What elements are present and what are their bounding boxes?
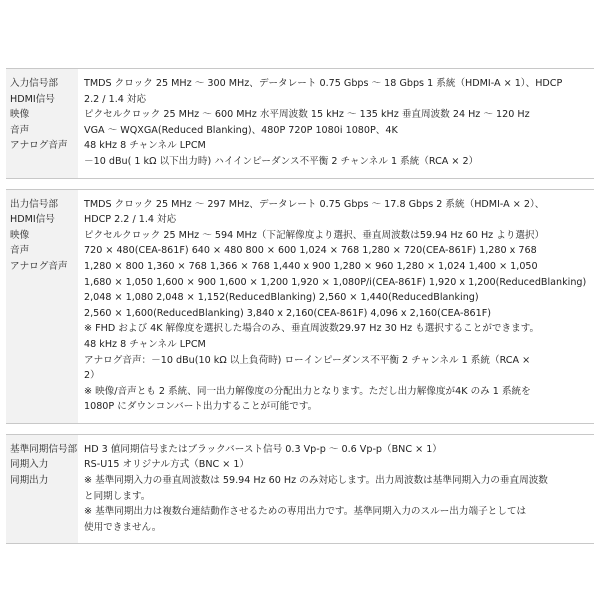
spec-value-line: 1080P にダウンコンバート出力することが可能です。 bbox=[84, 401, 318, 413]
spec-section-values bbox=[78, 434, 594, 544]
spec-value-line: 2.2 / 1.4 対応 bbox=[84, 93, 147, 105]
spec-table-body bbox=[6, 69, 594, 544]
section-spacer bbox=[6, 423, 594, 434]
spec-value-line: RS-U15 オリジナル方式（BNC × 1） bbox=[84, 459, 250, 471]
spec-label: HDMI信号 bbox=[10, 214, 55, 226]
spec-value-line: 48 kHz 8 チャンネル LPCM bbox=[84, 338, 206, 350]
spec-value-line: 2,048 × 1,080 2,048 × 1,152(ReducedBlanking) 2,560 × 1,440(ReducedBlanking) bbox=[84, 292, 479, 304]
spec-value-line: VGA ～ WQXGA(Reduced Blanking)、480P 720P 1080i 1080P、4K bbox=[84, 124, 398, 136]
spec-value-line: と同期します。 bbox=[84, 490, 151, 502]
spec-section-row bbox=[6, 434, 594, 544]
spec-section-labels bbox=[6, 189, 78, 423]
spec-label: アナログ音声 bbox=[10, 140, 68, 152]
spec-value-line: 1,680 × 1,050 1,600 × 900 1,600 × 1,200 1,920 × 1,080P/i(CEA-861F) 1,920 x 1,200(ReducedBlanking) bbox=[84, 276, 587, 288]
spec-label: アナログ音声 bbox=[10, 260, 68, 272]
spec-value-line: HDCP 2.2 / 1.4 対応 bbox=[84, 214, 177, 226]
spec-table bbox=[6, 68, 594, 544]
section-spacer bbox=[6, 178, 594, 189]
spec-value-line: TMDS クロック 25 MHz ～ 300 MHz、データレート 0.75 Gbps ～ 18 Gbps 1 系統（HDMI-A × 1）、HDCP bbox=[84, 78, 563, 89]
spec-label: 同期出力 bbox=[10, 475, 49, 487]
spec-section-labels bbox=[6, 434, 78, 544]
spec-value-line: －10 dBu( 1 kΩ 以下出力時) ハイインピーダンス不平衡 2 チャンネル 1 系統（RCA × 2） bbox=[84, 155, 479, 167]
spec-value-line: アナログ音声：－10 dBu(10 kΩ 以上負荷時) ローインピーダンス不平衡 2 チャンネル 1 系統（RCA × bbox=[84, 354, 531, 366]
spec-value-line: 2,560 × 1,600(ReducedBlanking) 3,840 x 2,160(CEA-861F) 4,096 x 2,160(CEA-861F) bbox=[84, 307, 492, 319]
spec-label: 同期入力 bbox=[10, 459, 49, 471]
spec-value-line: ※ 映像/音声とも 2 系統、同一出力解像度の分配出力となります。ただし出力解像度が4K のみ 1 系統を bbox=[84, 385, 531, 397]
spec-label: 映像 bbox=[10, 109, 30, 121]
spec-label: 音声 bbox=[10, 245, 30, 257]
spec-value-line: HD 3 値同期信号またはブラックバースト信号 0.3 Vp-p ～ 0.6 Vp-p（BNC × 1） bbox=[84, 443, 442, 455]
spec-label: 出力信号部 bbox=[10, 198, 58, 210]
spec-value-line: ピクセルクロック 25 MHz ～ 594 MHz（下記解像度より選択、垂直周波数は59.94 Hz 60 Hz より選択） bbox=[84, 229, 545, 241]
spec-label: 音声 bbox=[10, 124, 30, 136]
spec-label: HDMI信号 bbox=[10, 93, 55, 105]
spec-value-line: 使用できません。 bbox=[84, 521, 162, 533]
spec-section-row bbox=[6, 69, 594, 179]
spec-section-labels bbox=[6, 69, 78, 179]
spec-value-line: ※ 基準同期出力は複数台連結動作させるための専用出力です。基準同期入力のスルー出力端子としては bbox=[84, 506, 527, 518]
spec-section-values bbox=[78, 189, 594, 423]
spec-value-line: 2） bbox=[84, 370, 100, 382]
spec-value-line: 1,280 × 800 1,360 × 768 1,366 × 768 1,440 x 900 1,280 × 960 1,280 × 1,024 1,400 × 1,050 bbox=[84, 260, 538, 272]
spec-label: 入力信号部 bbox=[10, 78, 58, 89]
spec-value-line: ピクセルクロック 25 MHz ～ 600 MHz 水平周波数 15 kHz ～ 135 kHz 垂直周波数 24 Hz ～ 120 Hz bbox=[84, 109, 530, 121]
spec-label: 映像 bbox=[10, 229, 30, 241]
spec-value-line: 720 × 480(CEA-861F) 640 × 480 800 × 600 1,024 × 768 1,280 × 720(CEA-861F) 1,280 x 768 bbox=[84, 245, 537, 257]
spec-section-row bbox=[6, 189, 594, 423]
spec-value-line: TMDS クロック 25 MHz ～ 297 MHz、データレート 0.75 Gbps ～ 17.8 Gbps 2 系統（HDMI-A × 2）、 bbox=[84, 198, 545, 210]
spec-value-line: 48 kHz 8 チャンネル LPCM bbox=[84, 140, 206, 152]
spec-value-line: ※ 基準同期入力の垂直周波数は 59.94 Hz 60 Hz のみ対応します。出力周波数は基準同期入力の垂直周波数 bbox=[84, 475, 548, 487]
spec-label: 基準同期信号部 bbox=[10, 443, 78, 455]
spec-section-values bbox=[78, 69, 594, 179]
spec-value-line: ※ FHD および 4K 解像度を選択した場合のみ、垂直周波数29.97 Hz 30 Hz も選択することができます。 bbox=[84, 323, 540, 335]
